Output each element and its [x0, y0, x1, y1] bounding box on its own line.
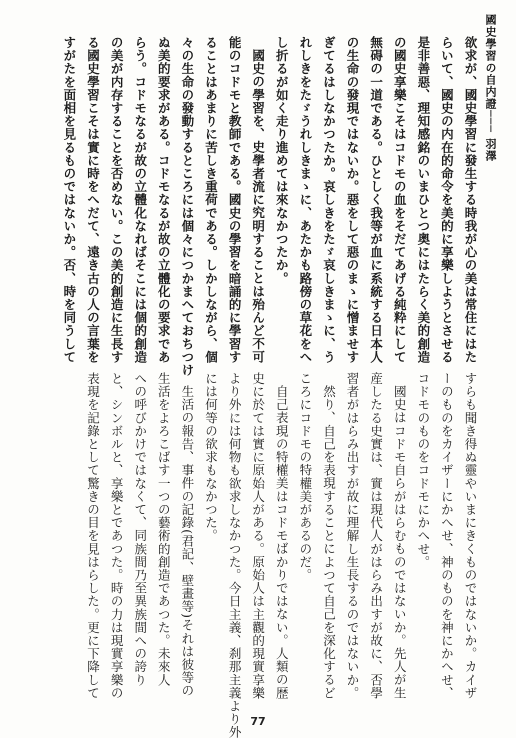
- text-column: と、シンボルと、享樂とであつた。時の力は現實享樂の: [109, 372, 125, 700]
- text-column: る國史學習こそは實に時をへだて、遠き古の人の言葉を: [85, 36, 101, 364]
- paragraph-start-column: 國史の學習を、史學者流に究明することは殆んど不可: [250, 48, 266, 363]
- text-column: ることはあまりに苦しき重荷である。しかしながら、個: [203, 36, 219, 364]
- text-column: ぎてるはしなかつたか。哀しきをたゞ哀しきまゝに、う: [321, 36, 337, 364]
- text-column: 習者がはらみ出すが故に理解し生長するのではないか。: [345, 372, 361, 700]
- paragraph-start-column: 然り、自己を表現することによつて自己を深化するど: [321, 384, 337, 699]
- text-column: より外には何物も欲求しなかつた。今日主義、刹那主義より外: [227, 372, 243, 739]
- text-column: コドモのものをコドモにかへせ。: [415, 372, 431, 569]
- text-column: 欲求が、國史學習に發生する時我が心の美は常住にはた: [463, 36, 478, 364]
- paragraph-start-column: 國史はコドモ自らがはらむものではないか。先人が生: [392, 384, 408, 699]
- text-column: らいて、國史の内在的命令を美的に享樂しようとさせる: [439, 36, 455, 364]
- text-column: ーのものをカイザーにかへせ、神のものを神にかへせ、: [439, 372, 455, 700]
- page-number: 77: [250, 715, 266, 728]
- text-column: れしきをたゞうれしきまゝに、あたかも路傍の草花をへ: [297, 36, 313, 364]
- text-column: 産したる史實は、實は現代人がはらみ出すが故に、否學: [368, 372, 384, 700]
- text-column: 生活をよろこばす一つの藝術的創造であつた。未來人: [156, 372, 172, 687]
- text-column: 是非善惡、理知感銘のいまひとつ奥にはたらく美的創造: [415, 36, 431, 364]
- text-column: し折るが如く走り進めては來なかつたか。: [274, 36, 290, 285]
- text-column: 無碍の一道である。ひとしく我等が血に系統する日本人: [368, 36, 384, 364]
- text-column: ぬ美的要求がある。コドモなるが故の立體化の要求であ: [156, 36, 172, 364]
- text-column: 史に於ては實に原始人がある。原始人は主觀的現實享樂: [250, 372, 266, 700]
- text-column: すらも聞き得ぬ靈やいまにきくものではないか。カイザ: [463, 372, 478, 700]
- text-column: すがたを面相を見るものではないか。否、時を同うして: [61, 36, 77, 364]
- text-column: 表現を記錄として驚きの目を見はらした。更に下降して: [85, 372, 101, 700]
- text-column: の國史享樂こそはコドモの血をそだてあげる純粋にして: [392, 36, 408, 364]
- text-column: には何等の欲求もなかつた。: [203, 372, 219, 543]
- text-column: 々の生命の發動するところには個々につかまへておちつけ: [179, 36, 195, 377]
- text-column: の生命の發現ではないか。惡をして惡のまゝに憎ませす: [345, 36, 361, 364]
- text-column: ころにコドモの特權美があるのだ。: [297, 372, 313, 582]
- text-column: への呼びかけではなくて、同族間乃至異族間への誇り: [132, 372, 148, 687]
- running-head: 國史學習の自内證─── 羽澤: [484, 14, 497, 162]
- text-column: の美が内存することを否めない。この美的創造に生長す: [109, 36, 125, 364]
- text-column: 能のコドモと教師である。國史の學習を暗誦的に學習す: [227, 36, 243, 364]
- paragraph-start-column: 生活の報告、事件の記錄(君記、壁畫等)それは彼等の: [179, 384, 195, 697]
- text-column: らう。コドモなるが故の立體化なればそこには個的創造: [132, 36, 148, 364]
- paragraph-start-column: 自己表現の特權美はコドモばかりではない。人類の歴: [274, 384, 290, 699]
- text-block-upper: [12, 36, 482, 377]
